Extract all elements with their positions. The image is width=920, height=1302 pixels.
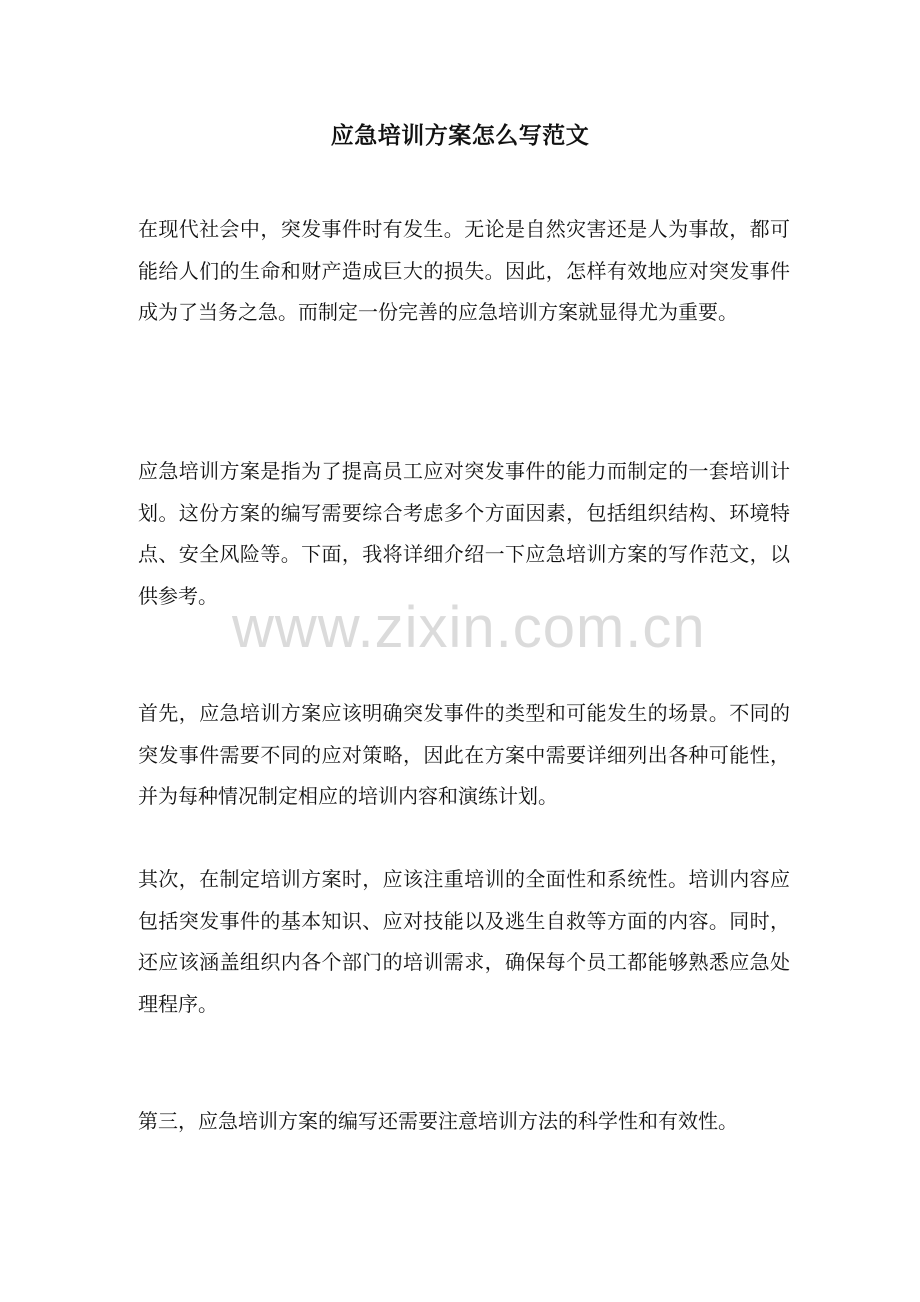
paragraph-third-point: 第三，应急培训方案的编写还需要注意培训方法的科学性和有效性。: [138, 1109, 738, 1133]
watermark: www.zixin.com.cn: [232, 595, 706, 660]
paragraph-first-point: 首先，应急培训方案应该明确突发事件的类型和可能发生的场景。不同的突发事件需要不同的应对策略，因此在方案中需要详细列出各种可能性，并为每种情况制定相应的培训内容和演练计划。: [138, 701, 790, 808]
paragraph-intro: 在现代社会中，突发事件时有发生。无论是自然灾害还是人为事故，都可能给人们的生命和财产造成巨大的损失。因此，怎样有效地应对突发事件成为了当务之急。而制定一份完善的应急培训方案就显得尤为重要。: [138, 217, 790, 324]
paragraph-definition: 应急培训方案是指为了提高员工应对突发事件的能力而制定的一套培训计划。这份方案的编写需要综合考虑多个方面因素，包括组织结构、环境特点、安全风险等。下面，我将详细介绍一下应急培训方案的写作范文，以供参考。: [138, 459, 790, 608]
page-title: 应急培训方案怎么写范文: [330, 122, 590, 149]
paragraph-second-point: 其次，在制定培训方案时，应该注重培训的全面性和系统性。培训内容应包括突发事件的基本知识、应对技能以及逃生自救等方面的内容。同时，还应该涵盖组织内各个部门的培训需求，确保每个员工都能够熟悉应急处理程序。: [138, 867, 790, 1016]
